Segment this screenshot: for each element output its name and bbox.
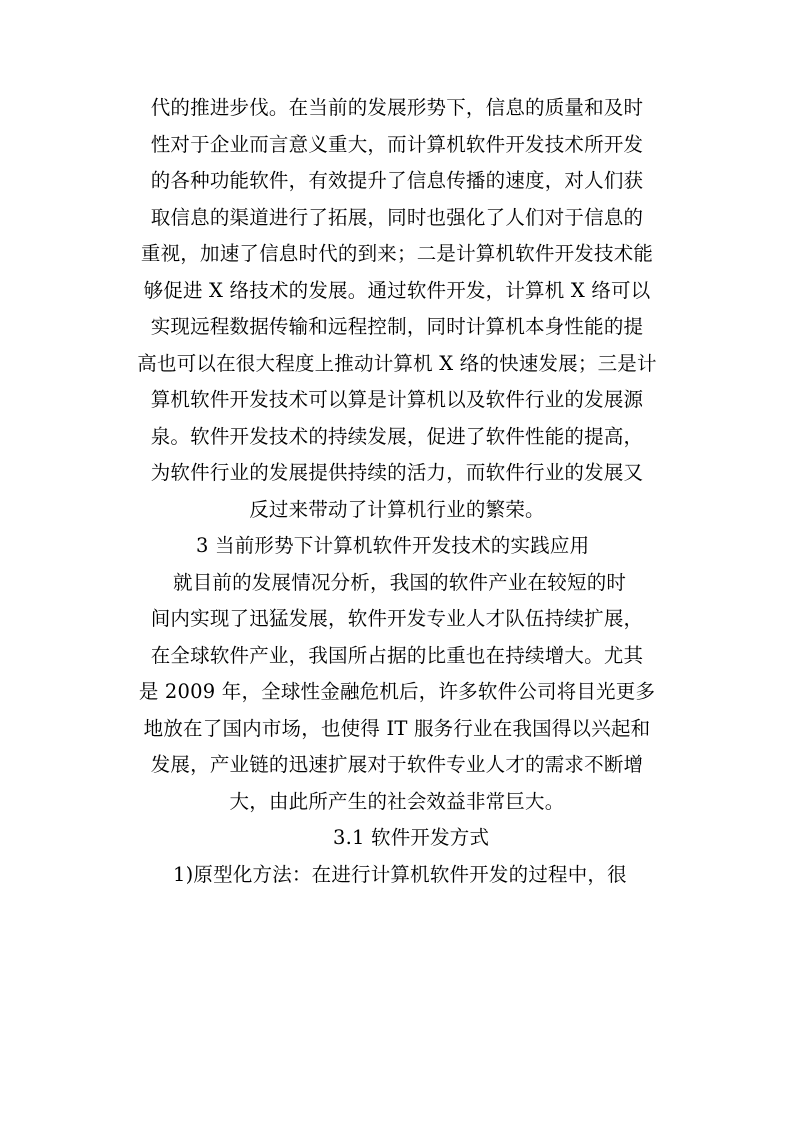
paragraph-line: 代的推进步伐。在当前的发展形势下，信息的质量和及时 [150, 96, 644, 119]
paragraph-line: 大，由此所产生的社会效益非常巨大。 [229, 789, 565, 813]
paragraph-line: 取信息的渠道进行了拓展，同时也强化了人们对于信息的 [150, 205, 644, 229]
paragraph-line: 泉。软件开发技术的持续发展，促进了软件性能的提高， [150, 424, 644, 448]
paragraph-line: 地放在了国内市场，也使得 IT 服务行业在我国得以兴起和 [143, 716, 651, 740]
section-heading: 3 当前形势下计算机软件开发技术的实践应用 [196, 534, 590, 557]
document-body [128, 90, 666, 893]
paragraph-line: 算机软件开发技术可以算是计算机以及软件行业的发展源 [150, 388, 644, 411]
paragraph-line: 够促进 X 络技术的发展。通过软件开发，计算机 X 络可以 [143, 278, 651, 302]
paragraph-line: 的各种功能软件，有效提升了信息传播的速度，对人们获 [150, 169, 644, 192]
paragraph-line: 高也可以在很大程度上推动计算机 X 络的快速发展；三是计 [137, 351, 657, 375]
paragraph-line: 重视，加速了信息时代的到来；二是计算机软件开发技术能 [140, 242, 654, 265]
paragraph-line: 实现远程数据传输和远程控制，同时计算机本身性能的提 [150, 315, 644, 338]
paragraph-line: 就目前的发展情况分析，我国的软件产业在较短的时 [173, 570, 627, 594]
subsection-heading: 3.1 软件开发方式 [333, 826, 490, 849]
paragraph-line: 反过来带动了计算机行业的繁荣。 [249, 497, 545, 521]
paragraph-line: 是 2009 年，全球性金融危机后，许多软件公司将目光更多 [138, 680, 656, 703]
paragraph-line: 性对于企业而言意义重大，而计算机软件开发技术所开发 [150, 132, 644, 156]
paragraph-line: 发展，产业链的迅速扩展对于软件专业人才的需求不断增 [150, 753, 644, 776]
paragraph-line: 为软件行业的发展提供持续的活力，而软件行业的发展又 [150, 461, 644, 484]
paragraph-line: 在全球软件产业，我国所占据的比重也在持续增大。尤其 [150, 643, 644, 667]
paragraph-line: 1)原型化方法：在进行计算机软件开发的过程中，很 [173, 862, 627, 886]
paragraph-line: 间内实现了迅猛发展，软件开发专业人才队伍持续扩展， [150, 607, 644, 630]
